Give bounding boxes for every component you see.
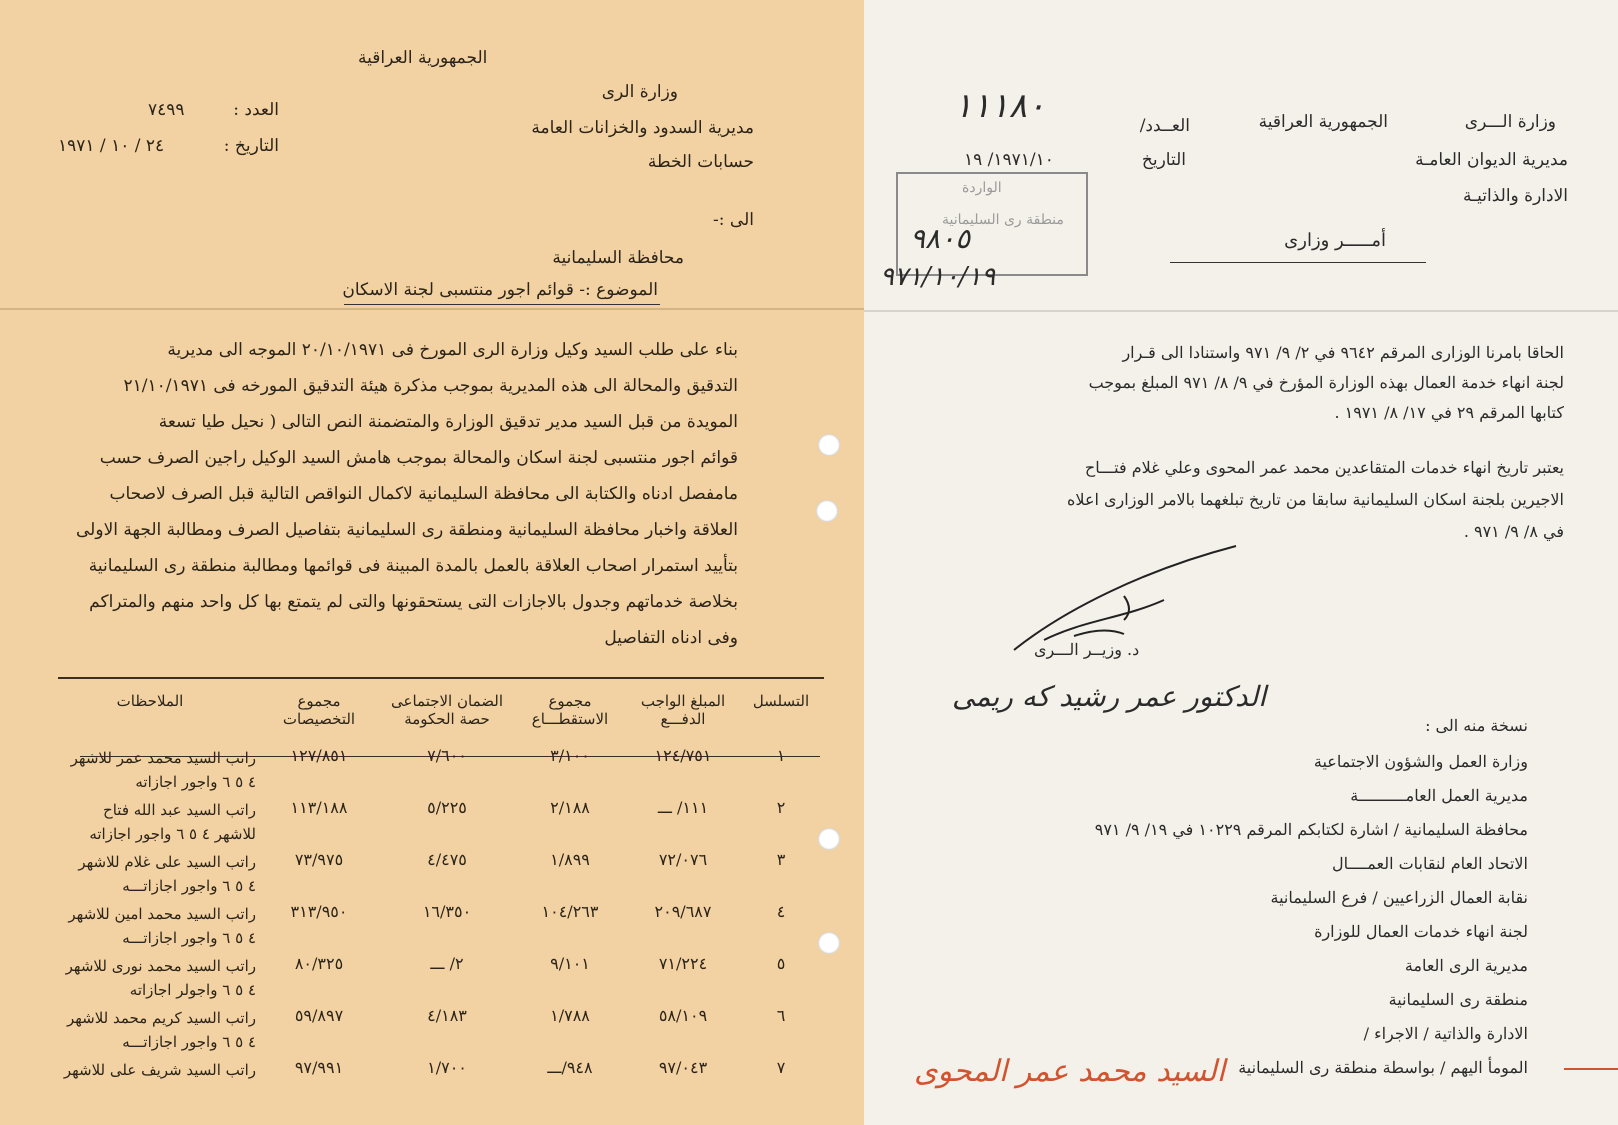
list-item: لجنة انهاء خدمات العمال للوزارة [1314, 922, 1528, 941]
cell-amount: ٥٨/١٠٩ [658, 1006, 708, 1025]
date-label: التاريخ : [223, 136, 279, 156]
number-label: العــدد/ [1139, 116, 1190, 136]
cell-note [40, 850, 260, 902]
table-row [40, 954, 820, 1006]
cell-social: ٢/ ـــ [430, 954, 464, 973]
punch-hole [818, 932, 840, 954]
cell-total: ٣١٣/٩٥٠ [290, 902, 348, 921]
table-row [40, 850, 820, 902]
date-value: ٢٤ / ١٠ / ١٩٧١ [58, 136, 165, 156]
to-label: الى :- [713, 210, 754, 230]
list-item: محافظة السليمانية / اشارة لكتابكم المرقم ١٠٢٢٩ في ١٩/ ٩/ ٩٧١ [1094, 820, 1528, 839]
number-value: ٧٤٩٩ [148, 100, 185, 120]
note-line: راتب السيد على غلام للاشهر [78, 853, 256, 871]
cell-amount: ١٢٤/٧٥١ [654, 746, 712, 765]
section-name: حسابات الخطة [647, 152, 754, 172]
cell-total: ٨٠/٣٢٥ [294, 954, 344, 973]
note-line: راتب السيد محمد عمر للاشهر [70, 749, 256, 767]
body-line: العلاقة واخبار محافظة السليمانية ومنطقة رى السليمانية بتفاصيل الصرف ومطالبة الجهة الاولى [76, 520, 738, 540]
col-social: الضمان الاجتماعى حصة الحكومة [391, 692, 503, 728]
table-top-rule [58, 677, 824, 679]
recipient: محافظة السليمانية [552, 248, 684, 268]
signature-title: د. وزيــر الـــرى [1034, 640, 1140, 659]
paper-fold [0, 308, 864, 310]
cell-deduction: ١/٨٩٩ [550, 850, 590, 869]
table-row [40, 1058, 820, 1110]
body-line: بتأييد استمرار اصحاب العلاقة بالعمل بالمدة المبينة فى قوائمها ومطالبة منطقة رى السليمانية [88, 556, 738, 576]
punch-hole [816, 500, 838, 522]
payroll-table [40, 690, 820, 1110]
order-line: لجنة انهاء خدمة العمال بهذه الوزارة المؤرخ في ٩/ ٨/ ٩٧١ المبلغ بموجب [1088, 373, 1564, 392]
cell-seq: ٣ [776, 850, 786, 869]
cell-total: ١٢٧/٨٥١ [290, 746, 348, 765]
body-line: بخلاصة خدماتهم وجدول بالاجازات التى يستحقونها والتى لم يتمتع بها كل واحد منهم والمتراكم [89, 592, 738, 612]
note-line: ٤ ٥ ٦ واجولر اجازاته [129, 981, 256, 999]
punch-hole [818, 434, 840, 456]
cell-amount: ٩٧/٠٤٣ [658, 1058, 708, 1077]
note-line: راتب السيد محمد امين للاشهر [68, 905, 256, 923]
cell-seq: ٦ [776, 1006, 786, 1025]
cell-note [40, 902, 260, 954]
table-row [40, 902, 820, 954]
subject-underline [344, 304, 660, 305]
red-handwriting: السيد محمد عمر المحوى [914, 1054, 1226, 1089]
cell-total: ١١٣/١٨٨ [290, 798, 348, 817]
list-item: الادارة والذاتية / الاجراء / [1363, 1024, 1528, 1043]
list-item: مديرية العمل العامــــــــــة [1350, 786, 1528, 805]
handwritten-number: ١١١٨٠ [954, 86, 1046, 126]
body-line: المويدة من قبل السيد مدير تدقيق الوزارة والمتضمنة النص التالى ( نحيل طيا تسعة [158, 412, 738, 432]
order-line: يعتبر تاريخ انهاء خدمات المتقاعدين محمد عمر المحوى وعلي غلام فتـــاح [1084, 458, 1564, 477]
directorate-name: مديرية السدود والخزانات العامة [531, 118, 754, 138]
republic-header: الجمهورية العراقية [1258, 112, 1388, 132]
order-underline [1170, 262, 1426, 263]
republic-header: الجمهورية العراقية [358, 48, 488, 68]
note-line: ٤ ٥ ٦ واجور اجازاتـــه [122, 877, 256, 895]
list-item: المومأ اليهم / بواسطة منطقة رى السليمانية [1238, 1058, 1528, 1077]
cell-social: ٥/٢٢٥ [427, 798, 467, 817]
col-notes: الملاحظات [116, 692, 184, 710]
note-line: راتب السيد شريف على للاشهر [63, 1061, 256, 1079]
table-row [40, 746, 820, 798]
body-line: التدقيق والمحالة الى هذه المديرية بموجب مذكرة هيئة التدقيق المورخه فى ٢١/١٠/١٩٧١ [123, 376, 738, 396]
copy-to-label: نسخة منه الى : [1425, 716, 1528, 735]
right-document [864, 0, 1618, 1125]
cell-deduction: ٩٤٨/ـــ [547, 1058, 593, 1077]
cell-seq: ٧ [776, 1058, 786, 1077]
cell-note [40, 1058, 260, 1110]
ministry-name: وزارة الرى [601, 82, 678, 102]
order-paragraph-2 [984, 452, 1564, 548]
body-line: قوائم اجور منتسبى لجنة اسكان والمحالة بموجب هامش السيد الوكيل راجين الصرف حسب [99, 448, 738, 468]
list-item: مديرية الرى العامة [1404, 956, 1528, 975]
note-line: راتب السيد كريم محمد للاشهر [66, 1009, 256, 1027]
note-line: ٤ ٥ ٦ واجور اجازاتـــه [122, 1033, 256, 1051]
cell-total: ٥٩/٨٩٧ [294, 1006, 344, 1025]
cell-social: ١٦/٣٥٠ [422, 902, 472, 921]
body-line: مامفصل ادناه والكتابة الى محافظة السليمانية لاكمال النواقص التالية قبل الصرف لاصحاب [109, 484, 738, 504]
note-line: راتب السيد عبد الله فتاح [103, 801, 256, 819]
cell-social: ٧/٦٠٠ [427, 746, 467, 765]
number-label: العدد : [233, 100, 279, 120]
cell-seq: ١ [776, 746, 786, 765]
cell-note [40, 954, 260, 1006]
date-label: التاريخ [1141, 150, 1186, 170]
date-value: ١٩٧١/١٠/ ١٩ [964, 150, 1054, 170]
col-seq: التسلسل [752, 692, 810, 710]
table-header-row [40, 690, 820, 746]
order-line: الاجيرين بلجنة اسكان السليمانية سابقا من تاريخ تبلغهما بالامر الوزارى اعلاه [1067, 490, 1564, 509]
list-item: منطقة رى السليمانية [1388, 990, 1528, 1009]
subject-line: الموضوع :- قوائم اجور منتسبى لجنة الاسكان [342, 280, 658, 300]
col-deduction: مجموع الاستقطـــاع [531, 692, 609, 728]
paper-fold [864, 310, 1618, 312]
col-total: مجموع التخصيصات [282, 692, 356, 728]
cell-deduction: ٣/١٠٠ [550, 746, 590, 765]
cell-seq: ٤ [776, 902, 786, 921]
cell-deduction: ٢/١٨٨ [550, 798, 590, 817]
cell-amount: ٧٢/٠٧٦ [658, 850, 708, 869]
table-row [40, 1006, 820, 1058]
body-line: بناء على طلب السيد وكيل وزارة الرى المورخ فى ٢٠/١٠/١٩٧١ الموجه الى مديرية [167, 340, 738, 360]
list-item: الاتحاد العام لنقابات العمــــال [1331, 854, 1528, 873]
cell-note [40, 1006, 260, 1058]
cell-seq: ٥ [776, 954, 786, 973]
note-line: للاشهر ٤ ٥ ٦ واجور اجازاته [89, 825, 256, 843]
stamp-handwritten-date: ٩٧١/١٠/١٩ [880, 262, 996, 292]
order-title: أمـــــر وزارى [1284, 230, 1386, 251]
punch-hole [818, 828, 840, 850]
cell-note [40, 746, 260, 798]
stamp-label: الواردة [962, 180, 1002, 196]
list-item: وزارة العمل والشؤون الاجتماعية [1313, 752, 1528, 771]
cell-amount: ٧١/٢٢٤ [658, 954, 708, 973]
red-underline [1564, 1068, 1618, 1070]
order-paragraph-1 [984, 338, 1564, 428]
col-amount: المبلغ الواجب الدفـــع [640, 692, 726, 728]
cell-amount: ١١١/ ـــ [657, 798, 709, 817]
list-item: نقابة العمال الزراعيين / فرع السليمانية [1270, 888, 1528, 907]
cell-social: ٤/١٨٣ [427, 1006, 467, 1025]
cell-deduction: ١/٧٨٨ [550, 1006, 590, 1025]
body-line: وفى ادناه التفاصيل [604, 628, 738, 648]
directorate-name: مديرية الديوان العامـة [1415, 150, 1568, 170]
cell-social: ١/٧٠٠ [427, 1058, 467, 1077]
department: الادارة والذاتيـة [1463, 186, 1568, 206]
cell-social: ٤/٤٧٥ [427, 850, 467, 869]
cell-seq: ٢ [776, 798, 786, 817]
cell-total: ٧٣/٩٧٥ [294, 850, 344, 869]
signature-name: الدكتور عمر رشيد كه ريمى [952, 680, 1267, 713]
stamp-handwritten-number: ٩٨٠٥ [910, 222, 971, 255]
cell-deduction: ١٠٤/٢٦٣ [541, 902, 599, 921]
order-line: في ٨/ ٩/ ٩٧١ . [1463, 522, 1564, 541]
cell-amount: ٢٠٩/٦٨٧ [654, 902, 712, 921]
order-line: الحاقا بامرنا الوزارى المرقم ٩٦٤٢ في ٢/ ٩/ ٩٧١ واستنادا الى قـرار [1122, 343, 1564, 362]
stamp-office: منطقة رى السليمانية [942, 212, 1064, 228]
note-line: ٤ ٥ ٦ واجور اجازاته [135, 773, 256, 791]
note-line: ٤ ٥ ٦ واجور اجازاتـــه [122, 929, 256, 947]
cell-note [40, 798, 260, 850]
table-row [40, 798, 820, 850]
note-line: راتب السيد محمد نورى للاشهر [65, 957, 256, 975]
cell-total: ٩٧/٩٩١ [294, 1058, 344, 1077]
cell-deduction: ٩/١٠١ [550, 954, 590, 973]
ministry-name: وزارة الـــرى [1464, 112, 1556, 132]
body-paragraph [78, 332, 738, 656]
order-line: كتابها المرقم ٢٩ في ١٧/ ٨/ ١٩٧١ . [1334, 403, 1564, 422]
